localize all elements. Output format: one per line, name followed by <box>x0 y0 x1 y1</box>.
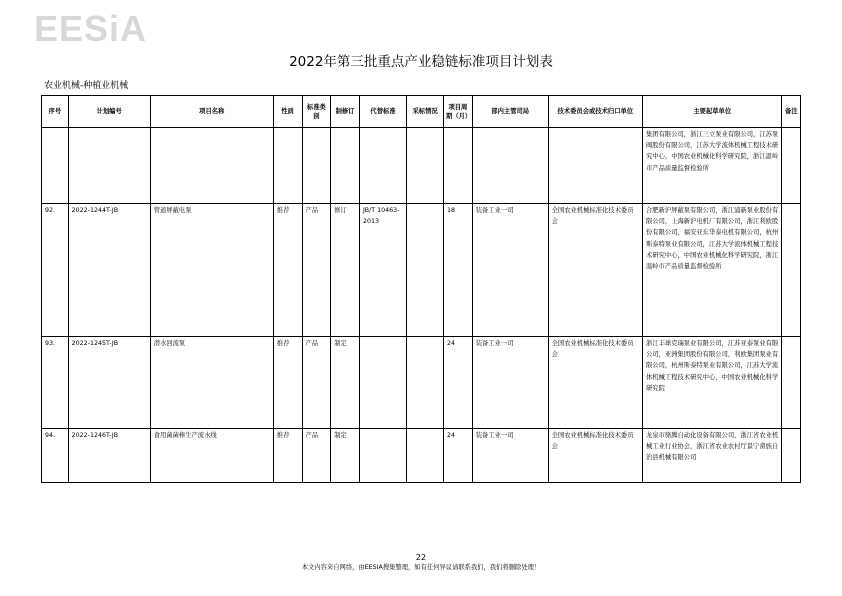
table-row <box>42 429 801 483</box>
cell-category: 产品 <box>302 204 331 337</box>
cell-period <box>444 128 473 204</box>
cell-no: 93. <box>42 337 69 429</box>
table-header-row <box>42 96 801 128</box>
cell-period: 24 <box>444 429 473 483</box>
cell-plan: 2022-1246T-JB <box>68 429 150 483</box>
cell-revise: 制定 <box>331 429 360 483</box>
cell-nature: 推荐 <box>273 429 302 483</box>
cell-adopt <box>407 204 444 337</box>
cell-revise <box>331 128 360 204</box>
cell-period: 24 <box>444 337 473 429</box>
cell-dept: 装备工业一司 <box>472 429 548 483</box>
cell-name: 食用菌菌棒生产流水线 <box>150 429 273 483</box>
cell-dept <box>472 128 548 204</box>
cell-drafter: 合肥新沪屏蔽泵有限公司，浙江浦新泵业股份有限公司，上海新沪电机厂有限公司，浙江利欧股份有限公司，福安亚东华泰电机有限公司，杭州斯泰特泵业有限公司，江苏大学流体机械工程技术研究中心，中国农业机械化科学研究院，浙江温岭市产品质量监督检验所 <box>643 204 782 337</box>
header-cell: 制修订 <box>331 96 360 128</box>
cell-adopt <box>407 128 444 204</box>
header-cell: 项目名称 <box>150 96 273 128</box>
cell-revise: 制定 <box>331 337 360 429</box>
cell-revise: 修订 <box>331 204 360 337</box>
header-cell: 技术委员会或技术归口单位 <box>548 96 642 128</box>
cell-committee: 全国农业机械标准化技术委员会 <box>548 337 642 429</box>
cell-no: 92. <box>42 204 69 337</box>
cell-name <box>150 128 273 204</box>
standards-table <box>41 95 801 483</box>
cell-nature: 推荐 <box>273 204 302 337</box>
header-cell: 项目周期（月） <box>444 96 473 128</box>
cell-adopt <box>407 337 444 429</box>
table-row <box>42 337 801 429</box>
header-cell: 采标情况 <box>407 96 444 128</box>
header-cell: 计划编号 <box>68 96 150 128</box>
cell-drafter: 龙泉市骆腾自动化设备有限公司，浙江省农业机械工业行业协会，浙江省农业农村厅景宁畲族自治县机械有限公司 <box>643 429 782 483</box>
header-cell: 代替标准 <box>359 96 406 128</box>
cell-note <box>782 204 801 337</box>
cell-note <box>782 429 801 483</box>
cell-category: 产品 <box>302 337 331 429</box>
cell-dept: 装备工业一司 <box>472 204 548 337</box>
cell-name: 管道屏蔽电泵 <box>150 204 273 337</box>
cell-plan: 2022-1245T-JB <box>68 337 150 429</box>
watermark-logo: EESiA <box>34 8 148 49</box>
header-cell: 序号 <box>42 96 69 128</box>
footer-disclaimer: 本文内容来自网络，由EESIA搜集整理，如有任何异议请联系我们，我们将删除处理！ <box>301 564 541 571</box>
header-cell: 标准类别 <box>302 96 331 128</box>
cell-replace <box>359 128 406 204</box>
cell-name: 潜水回流泵 <box>150 337 273 429</box>
cell-category <box>302 128 331 204</box>
cell-committee: 全国农业机械标准化技术委员会 <box>548 204 642 337</box>
page-title: 2022年第三批重点产业稳链标准项目计划表 <box>289 54 553 70</box>
header-cell: 性质 <box>273 96 302 128</box>
section-label: 农业机械-种植业机械 <box>44 81 129 91</box>
cell-no <box>42 128 69 204</box>
cell-plan: 2022-1244T-JB <box>68 204 150 337</box>
cell-adopt <box>407 429 444 483</box>
cell-committee <box>548 128 642 204</box>
header-cell: 主要起草单位 <box>643 96 782 128</box>
cell-committee: 全国农业机械标准化技术委员会 <box>548 429 642 483</box>
cell-replace: JB/T 10463-2013 <box>359 204 406 337</box>
cell-drafter: 浙江丰球克瑞泵业有限公司，江苏亚泰泵业有限公司，亚洲集团股份有限公司，利欧集团泵业有限公司，杭州斯泰特泵业有限公司，江苏大学流体机械工程技术研究中心，中国农业机械化科学研究院 <box>643 337 782 429</box>
cell-dept: 装备工业一司 <box>472 337 548 429</box>
table-row <box>42 128 801 204</box>
cell-replace <box>359 337 406 429</box>
cell-note <box>782 128 801 204</box>
cell-nature <box>273 128 302 204</box>
cell-nature: 推荐 <box>273 337 302 429</box>
table-row <box>42 204 801 337</box>
cell-plan <box>68 128 150 204</box>
header-cell: 部内主管司局 <box>472 96 548 128</box>
header-cell: 备注 <box>782 96 801 128</box>
page-number: 22 <box>415 553 427 562</box>
cell-period: 18 <box>444 204 473 337</box>
cell-note <box>782 337 801 429</box>
cell-no: 94. <box>42 429 69 483</box>
cell-replace <box>359 429 406 483</box>
cell-drafter: 集团有限公司，浙江三立泵业有限公司，江苏泵阀股份有限公司，江苏大学流体机械工程技术研究中心，中国农业机械化科学研究院，浙江温岭市产品质量监督检验所 <box>643 128 782 204</box>
cell-category: 产品 <box>302 429 331 483</box>
